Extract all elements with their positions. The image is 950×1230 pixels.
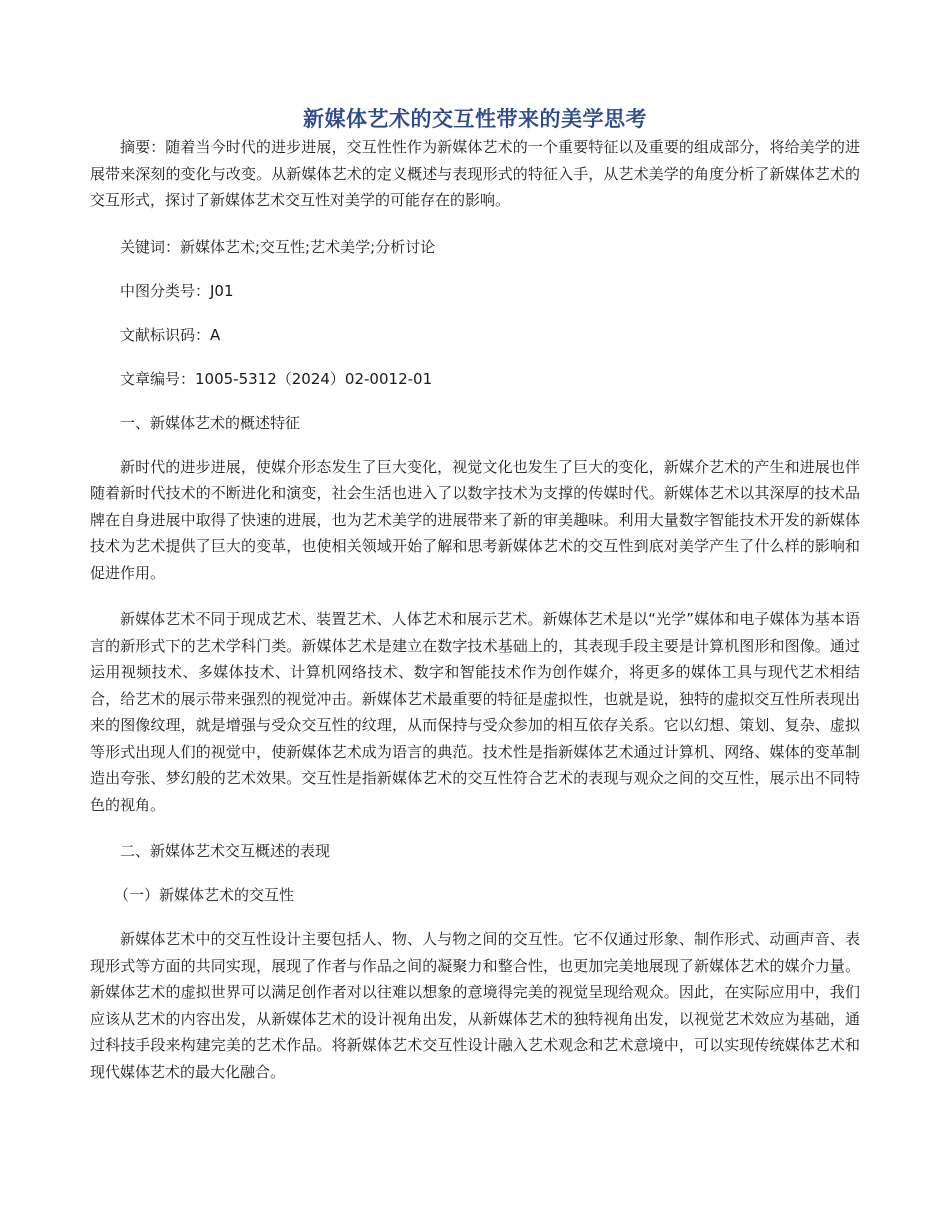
- section-2-subheading-1: （一）新媒体艺术的交互性: [114, 886, 295, 904]
- article-page: [90, 104, 860, 1085]
- keywords: 关键词：新媒体艺术;交互性;艺术美学;分析讨论: [120, 237, 436, 256]
- section-2-paragraph-1: 新媒体艺术中的交互性设计主要包括人、物、人与物之间的交互性。它不仅通过形象、制作形式、动画声音、表现形式等方面的共同实现，展现了作者与作品之间的凝聚力和整合性，也更加完美地展现了新媒体艺术的媒介力量。新媒体艺术的虚拟世界可以满足创作者对以往难以想象的意境得完美的视觉呈现给观众。因此，在实际应用中，我们应该从艺术的内容出发，从新媒体艺术的设计视角出发，从新媒体艺术的独特视角出发，以视觉艺术效应为基础，通过科技手段来构建完美的艺术作品。将新媒体艺术交互性设计融入艺术观念和艺术意境中，可以实现传统媒体艺术和现代媒体艺术的最大化融合。: [90, 930, 860, 1081]
- abstract: 摘要：随着当今时代的进步进展，交互性性作为新媒体艺术的一个重要特征以及重要的组成部分，将给美学的进展带来深刻的变化与改变。从新媒体艺术的定义概述与表现形式的特征入手，从艺术美学的角度分析了新媒体艺术的交互形式，探讨了新媒体艺术交互性对美学的可能存在的影响。: [90, 138, 860, 209]
- article-title: 新媒体艺术的交互性带来的美学思考: [303, 107, 647, 131]
- clc-number: 中图分类号：J01: [120, 281, 234, 300]
- article-number: 文章编号：1005-5312（2024）02-0012-01: [120, 369, 433, 388]
- section-1-heading: 一、新媒体艺术的概述特征: [120, 413, 301, 432]
- document-code: 文献标识码：A: [120, 325, 221, 344]
- section-2-heading: 二、新媒体艺术交互概述的表现: [120, 842, 331, 860]
- section-1-paragraph-2: 新媒体艺术不同于现成艺术、装置艺术、人体艺术和展示艺术。新媒体艺术是以“光学”媒体和电子媒体为基本语言的新形式下的艺术学科门类。新媒体艺术是建立在数字技术基础上的，其表现手段主要是计算机图形和图像。通过运用视频技术、多媒体技术、计算机网络技术、数字和智能技术作为创作媒介，将更多的媒体工具与现代艺术相结合，给艺术的展示带来强烈的视觉冲击。新媒体艺术最重要的特征是虚拟性，也就是说，独特的虚拟交互性所表现出来的图像纹理，就是增强与受众交互性的纹理，从而保持与受众参加的相互依存关系。它以幻想、策划、复杂、虚拟等形式出现人们的视觉中，使新媒体艺术成为语言的典范。技术性是指新媒体艺术通过计算机、网络、媒体的变革制造出夸张、梦幻般的艺术效果。交互性是指新媒体艺术的交互性符合艺术的表现与观众之间的交互性，展示出不同特色的视角。: [90, 610, 860, 814]
- section-1-paragraph-1: 新时代的进步进展，使媒介形态发生了巨大变化，视觉文化也发生了巨大的变化，新媒介艺术的产生和进展也伴随着新时代技术的不断进化和演变，社会生活也进入了以数字技术为支撑的传媒时代。新媒体艺术以其深厚的技术品牌在自身进展中取得了快速的进展，也为艺术美学的进展带来了新的审美趣味。利用大量数字智能技术开发的新媒体技术为艺术提供了巨大的变革，也使相关领域开始了解和思考新媒体艺术的交互性到底对美学产生了什么样的影响和促进作用。: [90, 457, 860, 582]
